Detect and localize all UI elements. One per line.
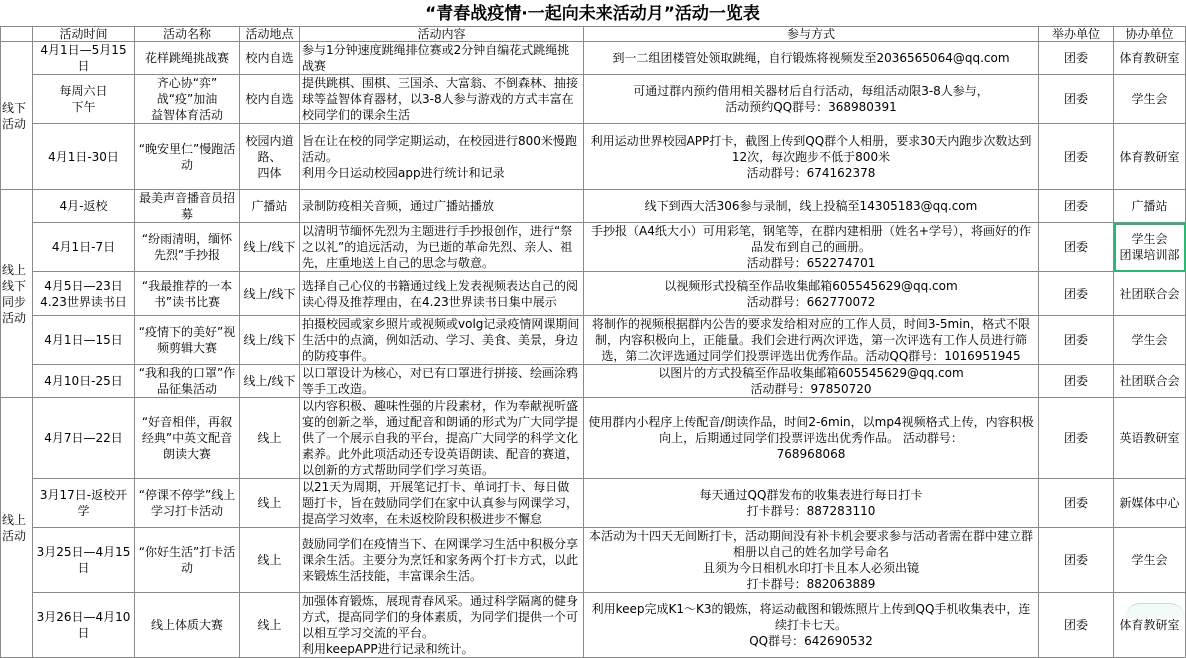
co-host-cell[interactable]: 英语教研室 — [1114, 398, 1186, 479]
category-cell[interactable]: 线下活动 — [1, 42, 33, 190]
time-cell[interactable]: 4月10日-25日 — [33, 365, 135, 398]
header-category[interactable] — [1, 27, 33, 42]
name-cell[interactable]: “好音相伴，再叙经典”中英文配音朗读大赛 — [135, 398, 240, 479]
name-cell[interactable]: “你好生活”打卡活动 — [135, 528, 240, 593]
time-cell[interactable]: 3月26日—4月10日 — [33, 593, 135, 658]
time-cell[interactable]: 4月1日-30日 — [33, 124, 135, 190]
method-cell[interactable]: 利用keep完成K1～K3的锻炼，将运动截图和锻炼照片上传到QQ手机收集表中，连续打卡七天。 QQ群号：642690532 — [584, 593, 1039, 658]
header-co[interactable]: 协办单位 — [1114, 27, 1186, 42]
time-cell[interactable]: 4月1日—5月15日 — [33, 42, 135, 75]
table-row — [1, 316, 1186, 365]
content-cell[interactable]: 加强体育锻炼，展现青春风采。通过科学隔离的健身方式，提高同学们的身体素质，为同学们提供一个可以相互学习交流的平台。 利用keepAPP进行记录和统计。 — [300, 593, 584, 658]
host-cell[interactable]: 团委 — [1039, 479, 1114, 528]
place-cell[interactable]: 线上 — [240, 593, 300, 658]
time-cell[interactable]: 4月5日—23日 4.23世界读书日 — [33, 272, 135, 316]
place-cell[interactable]: 线上/线下 — [240, 365, 300, 398]
method-cell[interactable]: 到一二组团楼管处领取跳绳，自行锻炼将视频发至2036565064@qq.com — [584, 42, 1039, 75]
method-cell[interactable]: 利用运动世界校园APP打卡，截图上传到QQ群个人相册，要求30天内跑步次数达到12次，每次跑步不低于800米 活动群号：674162378 — [584, 124, 1039, 190]
name-cell[interactable]: 花样跳绳挑战赛 — [135, 42, 240, 75]
header-method[interactable]: 参与方式 — [584, 27, 1039, 42]
content-cell[interactable]: 以口罩设计为核心，对已有口罩进行拼接、绘画涂鸦等手工改造。 — [300, 365, 584, 398]
co-host-cell[interactable]: 社团联合会 — [1114, 365, 1186, 398]
table-row — [1, 190, 1186, 223]
time-cell[interactable]: 3月17日-返校开学 — [33, 479, 135, 528]
co-host-cell[interactable]: 广播站 — [1114, 190, 1186, 223]
host-cell[interactable]: 团委 — [1039, 124, 1114, 190]
table-row — [1, 75, 1186, 124]
place-cell[interactable]: 线上 — [240, 528, 300, 593]
name-cell[interactable]: “停课不停学”线上学习打卡活动 — [135, 479, 240, 528]
host-cell[interactable]: 团委 — [1039, 190, 1114, 223]
content-cell[interactable]: 以21天为周期，开展笔记打卡、单词打卡、每日做题打卡，旨在鼓励同学们在家中认真参与网课学习，提高学习效率，在未返校阶段积极进步不懈怠 — [300, 479, 584, 528]
header-host[interactable]: 举办单位 — [1039, 27, 1114, 42]
host-cell[interactable]: 团委 — [1039, 42, 1114, 75]
host-cell[interactable]: 团委 — [1039, 528, 1114, 593]
activity-table — [0, 26, 1186, 658]
header-time[interactable]: 活动时间 — [33, 27, 135, 42]
content-cell[interactable]: 提供跳棋、围棋、三国杀、大富翁、不倒森林、抽接球等益智体育器材，以3-8人参与游戏的方式丰富在校同学们的课余生活 — [300, 75, 584, 124]
place-cell[interactable]: 线上 — [240, 479, 300, 528]
table-row — [1, 272, 1186, 316]
method-cell[interactable]: 以图片的方式投稿至作品收集邮箱605545629@qq.com 活动群号：97850720 — [584, 365, 1039, 398]
method-cell[interactable]: 每天通过QQ群发布的收集表进行每日打卡 打卡群号：887283110 — [584, 479, 1039, 528]
table-row — [1, 124, 1186, 190]
co-host-cell[interactable]: 体育教研室 — [1114, 124, 1186, 190]
host-cell[interactable]: 团委 — [1039, 272, 1114, 316]
co-host-cell[interactable]: 社团联合会 — [1114, 272, 1186, 316]
place-cell[interactable]: 校园内道路、 四体 — [240, 124, 300, 190]
time-cell[interactable]: 4月-返校 — [33, 190, 135, 223]
name-cell[interactable]: “我和我的口罩”作品征集活动 — [135, 365, 240, 398]
content-cell[interactable]: 鼓励同学们在疫情当下、在网课学习生活中积极分享课余生活。主要分为烹饪和家务两个打卡方式，以此来锻炼生活技能，丰富课余生活。 — [300, 528, 584, 593]
time-cell[interactable]: 4月1日—15日 — [33, 316, 135, 365]
category-cell[interactable]: 线上线下同步活动 — [1, 190, 33, 398]
table-row — [1, 479, 1186, 528]
content-cell[interactable]: 拍摄校园或家乡照片或视频或volg记录疫情网课期间生活中的点滴，例如活动、学习、美食、美景，身边的防疫事件。 — [300, 316, 584, 365]
name-cell[interactable]: 最美声音播音员招募 — [135, 190, 240, 223]
content-cell[interactable]: 以清明节缅怀先烈为主题进行手抄报创作，进行“祭之以礼”的追远活动，为已逝的革命先烈、亲人、祖先，庄重地送上自己的思念与敬意。 — [300, 223, 584, 272]
header-content[interactable]: 活动内容 — [300, 27, 584, 42]
content-cell[interactable]: 参与1分钟速度跳绳排位赛或2分钟自编花式跳绳挑战赛 — [300, 42, 584, 75]
table-row — [1, 398, 1186, 479]
method-cell[interactable]: 本活动为十四天无间断打卡，活动期间没有补卡机会要求参与活动者需在群中建立群相册以自己的姓名加学号命名 且须为今日相机水印打卡且本人必须出镜 打卡群号：882063889 — [584, 528, 1039, 593]
place-cell[interactable]: 线上/线下 — [240, 223, 300, 272]
method-cell[interactable]: 手抄报（A4纸大小）可用彩笔，钢笔等，在群内建相册（姓名+学号），将画好的作品发布到自己的画册。 活动群号：652274701 — [584, 223, 1039, 272]
time-cell[interactable]: 4月7日—22日 — [33, 398, 135, 479]
table-row — [1, 365, 1186, 398]
content-cell[interactable]: 录制防疫相关音频，通过广播站播放 — [300, 190, 584, 223]
sheet-title: “青春战疫情·一起向未来活动月”活动一览表 — [425, 4, 760, 24]
content-cell[interactable]: 选择自己心仪的书籍通过线上发表视频表达自己的阅读心得及推荐理由，在4.23世界读书日集中展示 — [300, 272, 584, 316]
host-cell[interactable]: 团委 — [1039, 365, 1114, 398]
co-host-cell[interactable]: 体育教研室 — [1114, 42, 1186, 75]
name-cell[interactable]: 线上体质大赛 — [135, 593, 240, 658]
table-row — [1, 593, 1186, 658]
host-cell[interactable]: 团委 — [1039, 75, 1114, 124]
host-cell[interactable]: 团委 — [1039, 223, 1114, 272]
co-host-cell[interactable]: 学生会 — [1114, 528, 1186, 593]
place-cell[interactable]: 校内自选 — [240, 75, 300, 124]
table-row — [1, 528, 1186, 593]
header-row — [1, 27, 1186, 42]
table-row — [1, 223, 1186, 272]
time-cell[interactable]: 4月1日-7日 — [33, 223, 135, 272]
name-cell[interactable]: “晚安里仁”慢跑活动 — [135, 124, 240, 190]
category-cell[interactable]: 线上活动 — [1, 398, 33, 658]
method-cell[interactable]: 将制作的视频根据群内公告的要求发给相对应的工作人员，时间3-5min，格式不限制，内容积极向上，正能量。我们会进行两次评选，第一次评选有工作人员进行筛选，第二次评选通过同学们投票评选出优秀作品。活动QQ群号：1016951945 — [584, 316, 1039, 365]
place-cell[interactable]: 广播站 — [240, 190, 300, 223]
method-cell[interactable]: 以视频形式投稿至作品收集邮箱605545629@qq.com 活动群号：662770072 — [584, 272, 1039, 316]
co-host-cell[interactable]: 体育教研室 — [1114, 593, 1186, 658]
floating-widget-edge[interactable] — [1125, 603, 1185, 618]
name-cell[interactable]: “我最推荐的一本书”读书比赛 — [135, 272, 240, 316]
time-cell[interactable]: 3月25日—4月15日 — [33, 528, 135, 593]
content-cell[interactable]: 旨在让在校的同学定期运动，在校园进行800米慢跑活动。 利用今日运动校园app进行统计和记录 — [300, 124, 584, 190]
host-cell[interactable]: 团委 — [1039, 316, 1114, 365]
header-name[interactable]: 活动名称 — [135, 27, 240, 42]
co-host-cell[interactable]: 学生会 团课培训部 — [1114, 223, 1186, 272]
host-cell[interactable]: 团委 — [1039, 398, 1114, 479]
table-row — [1, 42, 1186, 75]
co-host-cell[interactable]: 学生会 — [1114, 316, 1186, 365]
method-cell[interactable]: 使用群内小程序上传配音/朗读作品，时间2-6min，以mp4视频格式上传，内容积极向上，后期通过同学们投票评选出优秀作品。 活动群号： 768968068 — [584, 398, 1039, 479]
co-host-cell[interactable]: 学生会 — [1114, 75, 1186, 124]
name-cell[interactable]: “纷雨清明，缅怀先烈”手抄报 — [135, 223, 240, 272]
place-cell[interactable]: 校内自选 — [240, 42, 300, 75]
name-cell[interactable]: “疫情下的美好”视频剪辑大赛 — [135, 316, 240, 365]
name-cell[interactable]: 齐心协“弈” 战“疫”加油 益智体育活动 — [135, 75, 240, 124]
method-cell[interactable]: 可通过群内预约借用相关器材后自行活动，每组活动限3-8人参与， 活动预约QQ群号：368980391 — [584, 75, 1039, 124]
header-place[interactable]: 活动地点 — [240, 27, 300, 42]
co-host-cell[interactable]: 新媒体中心 — [1114, 479, 1186, 528]
content-cell[interactable]: 以内容积极、趣味性强的片段素材，作为奉献视听盛宴的创新之举，通过配音和朗诵的形式为广大同学提供了一个展示自我的平台，提高广大同学的科学文化素养。此外此项活动还专设英语朗读、配音的赛道，以创新的方式帮助同学们学习英语。 — [300, 398, 584, 479]
place-cell[interactable]: 线上/线下 — [240, 316, 300, 365]
place-cell[interactable]: 线上/线下 — [240, 272, 300, 316]
place-cell[interactable]: 线上 — [240, 398, 300, 479]
method-cell[interactable]: 线下到西大活306参与录制，线上投稿至14305183@qq.com — [584, 190, 1039, 223]
host-cell[interactable]: 团委 — [1039, 593, 1114, 658]
time-cell[interactable]: 每周六日 下午 — [33, 75, 135, 124]
